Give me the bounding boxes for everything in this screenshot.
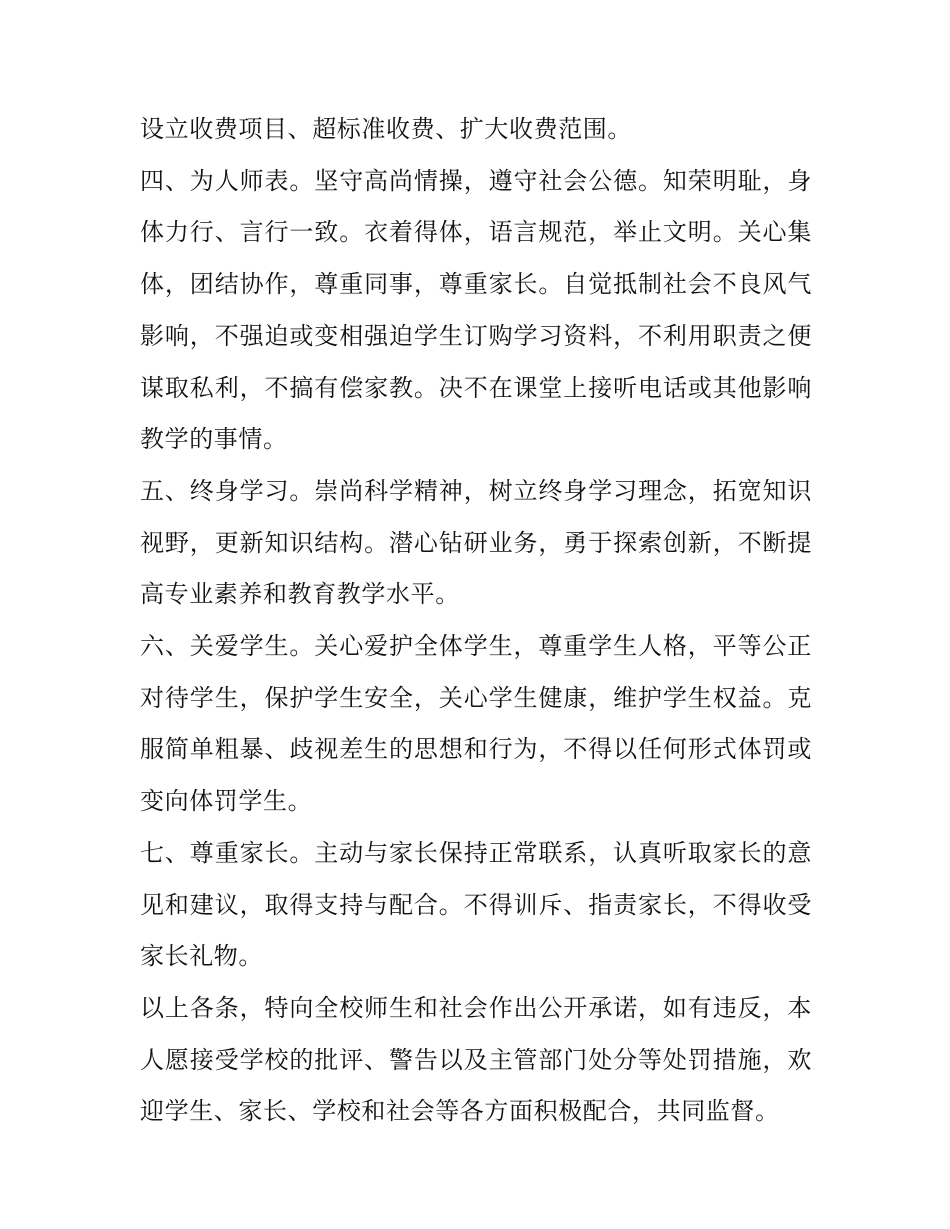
paragraph-respect-parents: 七、尊重家长。主动与家长保持正常联系，认真听取家长的意见和建议，取得支持与配合。不得训斥、指责家长，不得收受家长礼物。 [140,838,812,971]
paragraph-lifelong-learning: 五、终身学习。崇尚科学精神，树立终身学习理念，拓宽知识视野，更新知识结构。潜心钻研业务，勇于探索创新，不断提高专业素养和教育教学水平。 [140,476,812,609]
paragraph-fee-continuation: 设立收费项目、超标准收费、扩大收费范围。 [140,115,632,143]
paragraph-pledge-conclusion: 以上各条，特向全校师生和社会作出公开承诺，如有违反，本人愿接受学校的批评、警告以及主管部门处分等处罚措施，欢迎学生、家长、学校和社会等各方面积极配合，共同监督。 [140,993,812,1126]
document-body [140,104,812,1138]
paragraph-care-for-students: 六、关爱学生。关心爱护全体学生，尊重学生人格，平等公正对待学生，保护学生安全，关心学生健康，维护学生权益。克服简单粗暴、歧视差生的思想和行为，不得以任何形式体罚或变向体罚学生。 [140,632,812,816]
paragraph-role-model: 四、为人师表。坚守高尚情操，遵守社会公德。知荣明耻，身体力行、言行一致。衣着得体，语言规范，举止文明。关心集体，团结协作，尊重同事，尊重家长。自觉抵制社会不良风气影响，不强迫或变相强迫学生订购学习资料，不利用职责之便谋取私利，不搞有偿家教。决不在课堂上接听电话或其他影响教学的事情。 [140,166,812,454]
